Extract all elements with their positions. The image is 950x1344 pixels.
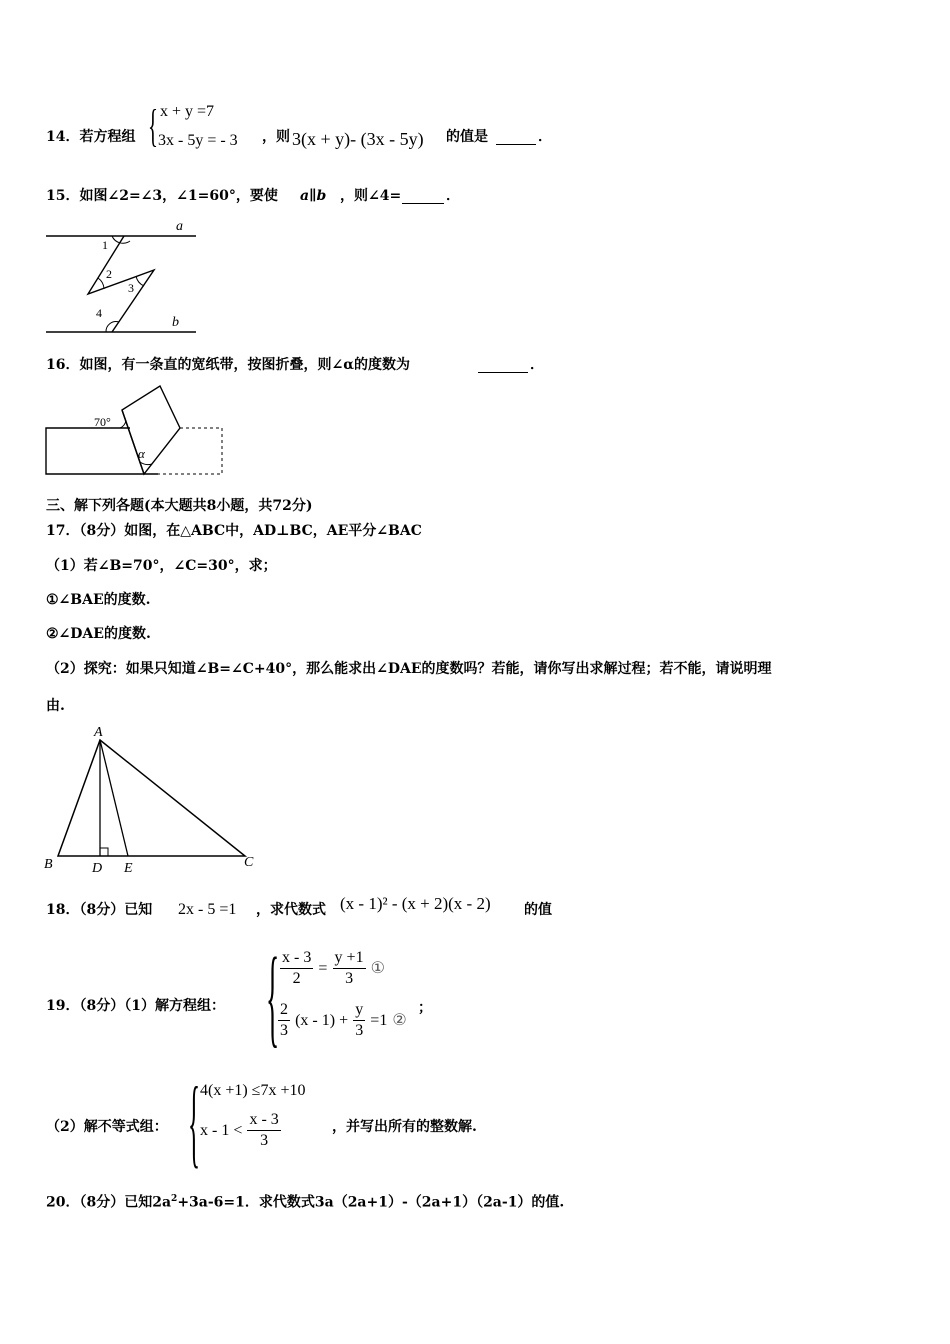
alpha-arc: [140, 462, 152, 465]
q17-p2-line2: 由.: [46, 698, 65, 714]
q18-prefix: 18．（8分）已知: [46, 902, 153, 918]
alpha-label: α: [138, 446, 145, 461]
frac-numerator: x - 3: [247, 1110, 280, 1131]
q19-system-brace: {: [266, 935, 280, 1057]
q16-answer-blank: [478, 358, 528, 373]
q14-brace: {: [148, 100, 158, 151]
bisector-ae: [100, 740, 128, 856]
q15-text-c: ，则∠4=: [340, 188, 402, 204]
q18-suffix: 的值: [524, 902, 552, 918]
q16-end: ．: [530, 357, 544, 373]
q17-stem: 17．（8分）如图，在△ABC中，AD⊥BC，AE平分∠BAC: [46, 523, 422, 539]
label-3: 3: [128, 281, 134, 295]
q15-end: ．: [446, 188, 460, 204]
q19-p1-end: ；: [418, 1000, 432, 1016]
label-E: E: [124, 861, 133, 876]
q17-figure: [40, 722, 270, 878]
q19-eq2-y-frac: [353, 1000, 365, 1041]
frac-numerator: y +1: [333, 948, 366, 969]
label-A: A: [94, 725, 103, 740]
right-angle-mark: [100, 848, 108, 856]
q15-answer-blank: [402, 189, 444, 204]
frac-denominator: 3: [260, 1132, 269, 1149]
label-2: 2: [106, 267, 112, 281]
q20-text: [46, 1190, 564, 1212]
ineq2-left: x - 1 <: [200, 1122, 243, 1139]
label-b: b: [172, 315, 179, 330]
strip-dashed: [158, 428, 222, 474]
angle2-arc: [98, 278, 104, 289]
q15-text-b: a∥b: [300, 188, 327, 204]
ineq2-frac: [247, 1110, 280, 1151]
q18-mid: ，求代数式: [256, 902, 326, 918]
q19-p2-label: （2）解不等式组：: [46, 1119, 168, 1135]
label-a: a: [176, 219, 183, 234]
eq1-equals: =: [318, 960, 328, 977]
q17-p1: （1）若∠B=70°，∠C=30°，求；: [46, 558, 277, 574]
q20-superscript: 2: [171, 1194, 178, 1204]
q19-eq1-right-frac: [333, 948, 366, 989]
angle-70-arc: [120, 420, 126, 428]
q14-answer-blank: [496, 130, 536, 145]
q19-p2-end: ，并写出所有的整数解.: [332, 1119, 477, 1135]
label-B: B: [44, 857, 53, 872]
q15-figure: [40, 212, 210, 340]
label-1: 1: [102, 238, 108, 252]
frac-numerator: y: [353, 1000, 365, 1021]
q19-eq1-left-frac: [280, 948, 313, 989]
eq2-mark: ②: [392, 1012, 407, 1029]
q17-p1a: ①∠BAE的度数.: [46, 592, 151, 608]
q14-end: ．: [538, 129, 552, 145]
eq2-middle: (x - 1) +: [295, 1012, 349, 1029]
q19-p1-label: 19．（8分）（1）解方程组：: [46, 998, 225, 1014]
frac-numerator: x - 3: [280, 948, 313, 969]
q16-text: 16．如图，有一条直的宽纸带，按图折叠，则∠α的度数为: [46, 357, 410, 373]
q14-prefix: 14．若方程组: [46, 129, 136, 145]
angle3-arc: [136, 276, 144, 286]
q20-part-b: +3a-6=1．求代数式3a（2a+1）-（2a+1）（2a-1）的值.: [177, 1194, 565, 1211]
q19-eq2: [278, 1000, 407, 1041]
frac-denominator: 3: [345, 970, 354, 987]
frac-numerator: 2: [278, 1000, 290, 1021]
label-D: D: [92, 861, 103, 876]
frac-denominator: 3: [280, 1022, 288, 1039]
q15-text-a: 15．如图∠2=∠3，∠1=60°，要使: [46, 188, 278, 204]
q14-mid: ，则: [262, 129, 290, 145]
label-4: 4: [96, 306, 102, 320]
frac-denominator: 3: [355, 1022, 364, 1039]
eq2-rhs: =1: [370, 1012, 388, 1029]
q16-figure: [40, 380, 230, 480]
triangle-abc: [58, 740, 245, 856]
q18-expression: (x - 1)² - (x + 2)(x - 2): [340, 894, 491, 913]
q14-suffix: 的值是: [446, 129, 488, 145]
q19-ineq1: 4(x +1) ≤7x +10: [200, 1082, 306, 1099]
q17-p2-line1: （2）探究：如果只知道∠B=∠C+40°，那么能求出∠DAE的度数吗？若能，请你写出求解过程；若不能，请说明理: [46, 661, 772, 677]
q19-eq2-coef-frac: [278, 1000, 290, 1041]
q19-ineq2: [200, 1110, 281, 1151]
q20-part-a: 20．（8分）已知2a: [46, 1194, 172, 1211]
q17-p1b: ②∠DAE的度数.: [46, 626, 151, 642]
label-C: C: [244, 855, 254, 870]
angle-70-label: 70°: [94, 415, 111, 429]
q14-eq1: x + y =7: [160, 103, 215, 120]
q14-eq2: 3x - 5y = - 3: [158, 132, 238, 149]
section3-heading: 三、解下列各题(本大题共8小题，共72分): [46, 498, 313, 514]
q14-expr: 3(x + y)- (3x - 5y): [292, 129, 424, 149]
q18-condition: 2x - 5 =1: [178, 901, 237, 918]
fold-line: [122, 410, 144, 474]
eq1-mark: ①: [370, 960, 386, 977]
q19-ineq-brace: {: [188, 1066, 200, 1177]
q19-eq1: [280, 948, 385, 989]
frac-denominator: 2: [292, 970, 301, 987]
folded-part: [122, 386, 180, 474]
